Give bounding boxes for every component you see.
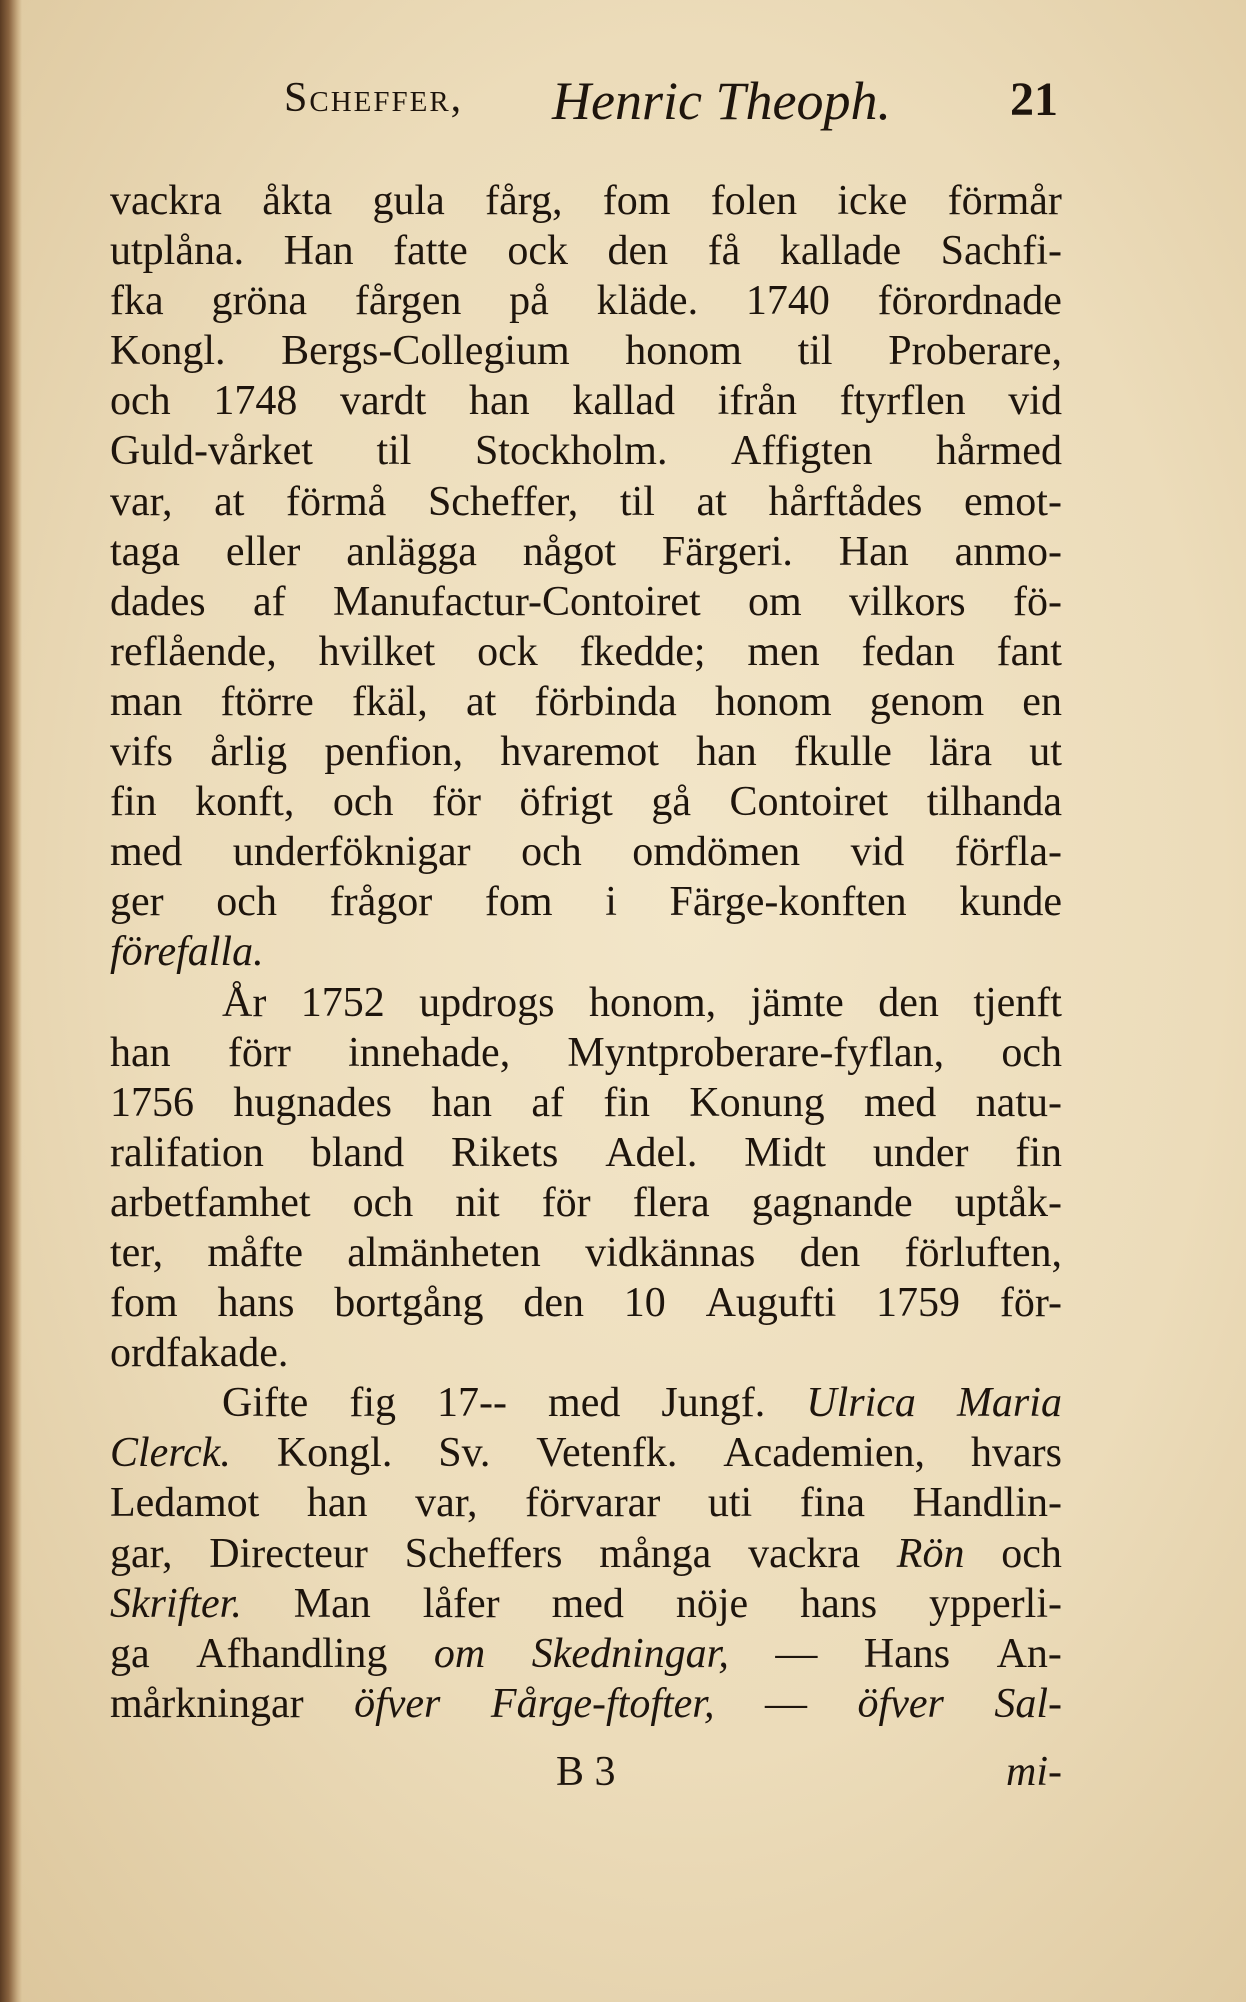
text-line: taga eller anlägga något Färgeri. Han anmo- <box>110 528 1062 575</box>
text-line: mårkningar öfver Fårge-ftofter, — öfver Sal- <box>110 1680 1062 1727</box>
text-line: gar, Directeur Scheffers många vackra Rön och <box>110 1530 1062 1577</box>
text-line: arbetfamhet och nit för flera gagnande uptåk- <box>110 1179 1062 1226</box>
text-line: Ledamot han var, förvarar uti fina Handlin- <box>110 1480 1062 1527</box>
text-line: ger och frågor fom i Färge-konften kunde <box>110 879 1062 926</box>
text-line: han förr innehade, Myntproberare-fyflan, och <box>110 1029 1062 1076</box>
text-line: Clerck. Kongl. Sv. Vetenfk. Academien, hvars <box>110 1430 1062 1477</box>
text-line: dades af Manufactur-Contoiret om vilkors fö- <box>110 578 1062 625</box>
text-line: vackra åkta gula fårg, fom folen icke förmår <box>110 178 1062 224</box>
page-footer <box>110 1748 1062 1804</box>
signature-mark: B 3 <box>556 1749 616 1795</box>
text-line: År 1752 updrogs honom, jämte den tjenft <box>222 979 1062 1026</box>
text-line: ga Afhandling om Skedningar, — Hans An- <box>110 1630 1062 1677</box>
text-line: Guld-vårket til Stockholm. Affigten hårmed <box>110 428 1062 475</box>
text-line: ter, måfte almänheten vidkännas den förluften, <box>110 1229 1062 1276</box>
running-header <box>284 71 1064 134</box>
body-text <box>110 176 1062 1729</box>
header-given-name: Henric Theoph. <box>552 71 891 131</box>
header-author: Scheffer, <box>284 75 464 121</box>
text-line: 1756 hugnades han af fin Konung med natu- <box>110 1079 1062 1126</box>
text-line: fin konft, och för öfrigt gå Contoiret tilhanda <box>110 779 1062 826</box>
text-line: vifs årlig penfion, hvaremot han fkulle lära ut <box>110 729 1062 776</box>
text-line: och 1748 vardt han kallad ifrån ftyrflen vid <box>110 378 1062 425</box>
text-line: Gifte fig 17-- med Jungf. Ulrica Maria <box>222 1380 1062 1427</box>
text-line: fka gröna fårgen på kläde. 1740 förordnade <box>110 278 1062 325</box>
text-line: man ftörre fkäl, at förbinda honom genom en <box>110 678 1062 725</box>
text-line: förefalla. <box>110 929 264 976</box>
text-line: ordfakade. <box>110 1330 289 1377</box>
text-line: med underföknigar och omdömen vid förfla- <box>110 829 1062 876</box>
page-number: 21 <box>1010 73 1058 126</box>
text-line: ralifation bland Rikets Adel. Midt under fin <box>110 1129 1062 1176</box>
text-line: Kongl. Bergs-Collegium honom til Proberare, <box>110 328 1062 375</box>
catchword: mi- <box>1006 1749 1062 1795</box>
text-line: var, at förmå Scheffer, til at hårftådes emot- <box>110 478 1062 525</box>
text-line: utplåna. Han fatte ock den få kallade Sachfi- <box>110 228 1062 275</box>
text-line: fom hans bortgång den 10 Augufti 1759 för- <box>110 1280 1062 1327</box>
text-line: Skrifter. Man låfer med nöje hans ypperli- <box>110 1580 1062 1627</box>
page-spine-edge <box>0 0 22 2002</box>
text-line: reflående, hvilket ock fkedde; men fedan fant <box>110 628 1062 675</box>
